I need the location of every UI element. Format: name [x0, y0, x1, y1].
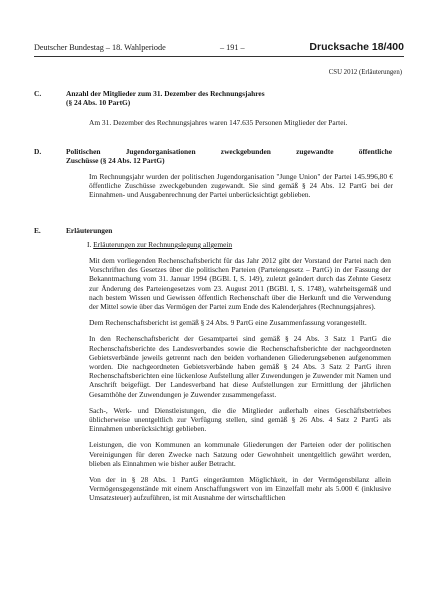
section-c-text: [89, 118, 393, 134]
section-c-title: [66, 89, 265, 107]
section-d-title-line2: Zuschüsse (§ 24 Abs. 12 PartG): [66, 156, 165, 165]
header-publication: Deutscher Bundestag – 18. Wahlperiode: [34, 43, 166, 52]
section-d-title-line1: Politischen Jugendorganisationen zweckgebunden zugewandte öffentliche: [66, 147, 392, 156]
section-d-text: [89, 172, 393, 207]
page-header: [34, 42, 404, 54]
paragraph-reporting-basis: Mit dem vorliegenden Rechenschaftsbericht für das Jahr 2012 gibt der Vorstand der Partei nach den Vorschriften des Gesetzes über die politischen Parteien (Parteiengesetz – PartG) in der Fassung der Bekanntmachung vom 31. Januar 1994 (BGBl. I, S. 149), zuletzt geändert durch das Zehnte Gesetz zur Änderung des Parteiengesetzes vom 23. August 2011 (BGBl. I, S. 1748), wahrheitsgemäß und nach bestem Wissen und Gewissen öffentlich Rechenschaft über die Herkunft und die Verwendung der Mittel sowie über das Vermögen der Partei zum Ende des Kalenderjahres (Rechnungsjahres).: [89, 256, 391, 312]
section-d-title: [66, 147, 392, 165]
header-page-number: – 191 –: [220, 43, 245, 52]
section-e-label: E.: [34, 226, 41, 235]
header-document-number: Drucksache 18/400: [309, 41, 404, 53]
section-e-body: [89, 256, 391, 510]
paragraph-consolidation: In den Rechenschaftsbericht der Gesamtpartei sind gemäß § 24 Abs. 3 Satz 1 PartG die Rechenschaftsberichte des Landesverbandes sowie die Rechenschaftsberichte der nachgeordneten Gebietsverbände jeweils getrennt nach den beiden vorhandenen Gliederungsebenen aufgenommen worden. Die nachgeordneten Gebietsverbände haben gemäß § 24 Abs. 3 Satz 2 PartG ihren Rechenschaftsberichten eine lückenlose Aufstellung aller Zuwendungen je Zuwender mit Namen und Anschrift beigefügt. Der Landesverband hat diese Aufstellungen zur Ermittlung der jährlichen Gesamthöhe der Zuwendungen je Zuwender zusammengefasst.: [89, 334, 391, 399]
paragraph-asset-balance: Von der in § 28 Abs. 1 PartG eingeräumten Möglichkeit, in der Vermögensbilanz allein Vermögensgegenstände mit einem Anschaffungswert von im Einzelfall mehr als 5.000 € (inklusive Umsatzsteuer) aufzuführen, ist mit Ausnahme der wirtschaftlichen: [89, 475, 391, 503]
context-note: CSU 2012 (Erläuterungen): [328, 69, 402, 76]
subsection-i-label: I.: [87, 240, 92, 249]
paragraph-municipal: Leistungen, die von Kommunen an kommunale Gliederungen der Parteien oder der politischen Vereinigungen für deren Zwecke nach Satzung oder Gewohnheit unentgeltlich gewährt werden, blieben als Einnahmen wie bisher außer Betracht.: [89, 440, 391, 468]
paragraph-in-kind: Sach-, Werk- und Dienstleistungen, die die Mitglieder außerhalb eines Geschäftsbetriebes üblicherweise unentgeltlich zur Verfügung stellen, sind gemäß § 26 Abs. 4 Satz 2 PartG als Einnahmen unberücksichtigt geblieben.: [89, 405, 391, 434]
section-c-title-line2: (§ 24 Abs. 10 PartG): [66, 98, 131, 107]
header-rule: [34, 56, 404, 57]
paragraph-summary: Dem Rechenschaftsbericht ist gemäß § 24 Abs. 9 PartG eine Zusammenfassung vorangestellt.: [89, 318, 367, 328]
section-c-paragraph: Am 31. Dezember des Rechnungsjahres waren 147.635 Personen Mitglieder der Partei.: [89, 118, 348, 127]
section-d-label: D.: [34, 147, 42, 156]
subsection-i-heading: [87, 240, 232, 249]
section-d-paragraph: Im Rechnungsjahr wurden der politischen Jugendorganisation "Junge Union" der Partei 145.996,80 € öffentliche Zuschüsse zweckgebunden zugewandt. Sie sind gemäß § 24 Abs. 12 PartG bei der Einnahmen- und Ausgabenrechnung der Partei unberücksichtigt geblieben.: [89, 172, 393, 200]
subsection-i-title: Erläuterungen zur Rechnungslegung allgemein: [93, 240, 233, 249]
section-c-label: C.: [34, 89, 42, 98]
section-e-title: Erläuterungen: [66, 226, 113, 235]
section-c-title-line1: Anzahl der Mitglieder zum 31. Dezember des Rechnungsjahres: [66, 89, 265, 98]
